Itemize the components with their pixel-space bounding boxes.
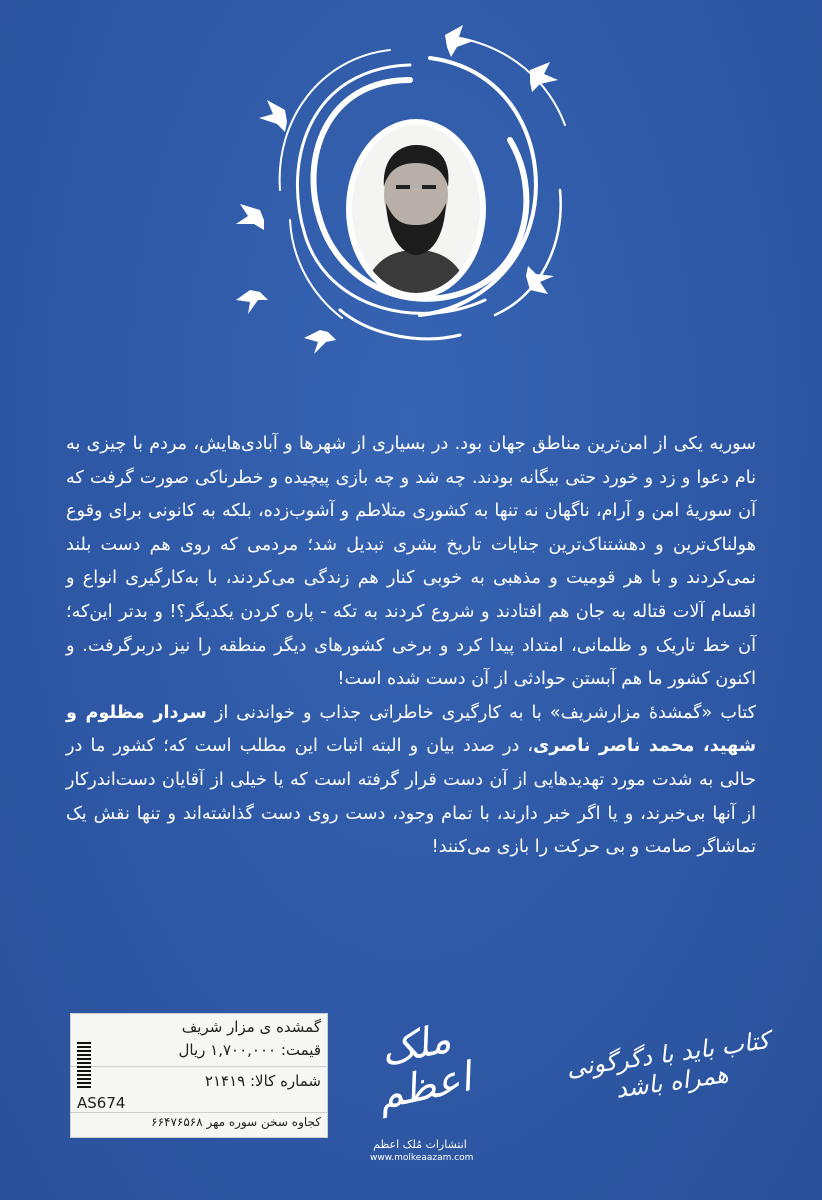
price-sticker [70,1013,328,1138]
blurb-paragraph-1: سوریه یکی از امن‌ترین مناطق جهان بود. در بسیاری از شهرها و آبادی‌هایش، مردم با چیزی به نام دعوا و زد و خورد حتی بیگانه بودند. چه شد و چه بازی پیچیده و خطرناکی صورت گرفت که آن سوریهٔ امن و آرام، ناگهان نه تنها به کشوری متلاطم و آشوب‌زده، بلکه به کانونی برای وقوع هولناک‌ترین و دهشتناک‌ترین جنایات تاریخ بشری تبدیل شد؛ مردمی که روی هم دست بلند نمی‌کردند و با هر قومیت و مذهبی به خوبی کنار هم زندگی می‌کردند، با به‌کارگیری انواع و اقسام آلات قتاله به جان هم افتادند و شروع کردند به تکه - پاره کردن یکدیگر؟! و بدتر این‌که؛ آن خط تاریک و ظلمانی، امتداد پیدا کرد و برخی کشورهای دیگر منطقه را نیز دربرگرفت. و اکنون کشور ما هم آبستن حوادثی از آن دست شده است! [66,434,756,690]
publisher-url: www.molkeaazam.com [370,1153,474,1163]
publisher-name: انتشارات مُلک اعظم [373,1138,467,1151]
sticker-title: گمشده ی مزار شریف [181,1018,321,1036]
barcode-strip [77,1042,91,1088]
publisher-logo: ملک اعظم [373,1015,476,1119]
publisher-block [370,1010,476,1163]
martyr-portrait [352,125,480,293]
blurb-paragraph-2-end: ، در صدد بیان و البته اثبات این مطلب است که؛ کشور ما در حالی به شدت مورد تهدیدهایی از آن دست قرار گرفته است که یا خیلی از آقایان دست‌اندرکار از آنها بی‌خبرند، و یا اگر خبر دارند، با تمام وجود، دست روی دست گذاشته‌اند و تنها نقش یک تماشاگر صامت و بی حرکت را بازی می‌کنند! [66,736,756,858]
portrait-illustration [352,125,480,293]
blurb-paragraph-2-start: کتاب «گمشدهٔ مزارشریف» با به کارگیری خاطراتی جذاب و خواندنی از [206,702,756,723]
blurb-text [66,428,756,865]
sticker-code: AS674 [77,1094,126,1112]
sticker-divider-2 [71,1112,327,1113]
publisher-motto: کتاب باید با دگرگونی همراه باشد [564,1026,772,1104]
sticker-price: قیمت: ۱,۷۰۰,۰۰۰ ریال [178,1041,321,1059]
sticker-store: کجاوه سخن سوره مهر ۶۶۴۷۶۵۶۸ [151,1115,321,1129]
blurb-paragraph-2 [66,697,756,865]
blurb-martyr-name: سردار مظلوم و شهید، محمد ناصر ناصری [66,702,757,757]
sticker-divider [71,1066,327,1067]
sticker-product-no: شماره کالا: ۲۱۴۱۹ [204,1072,321,1090]
